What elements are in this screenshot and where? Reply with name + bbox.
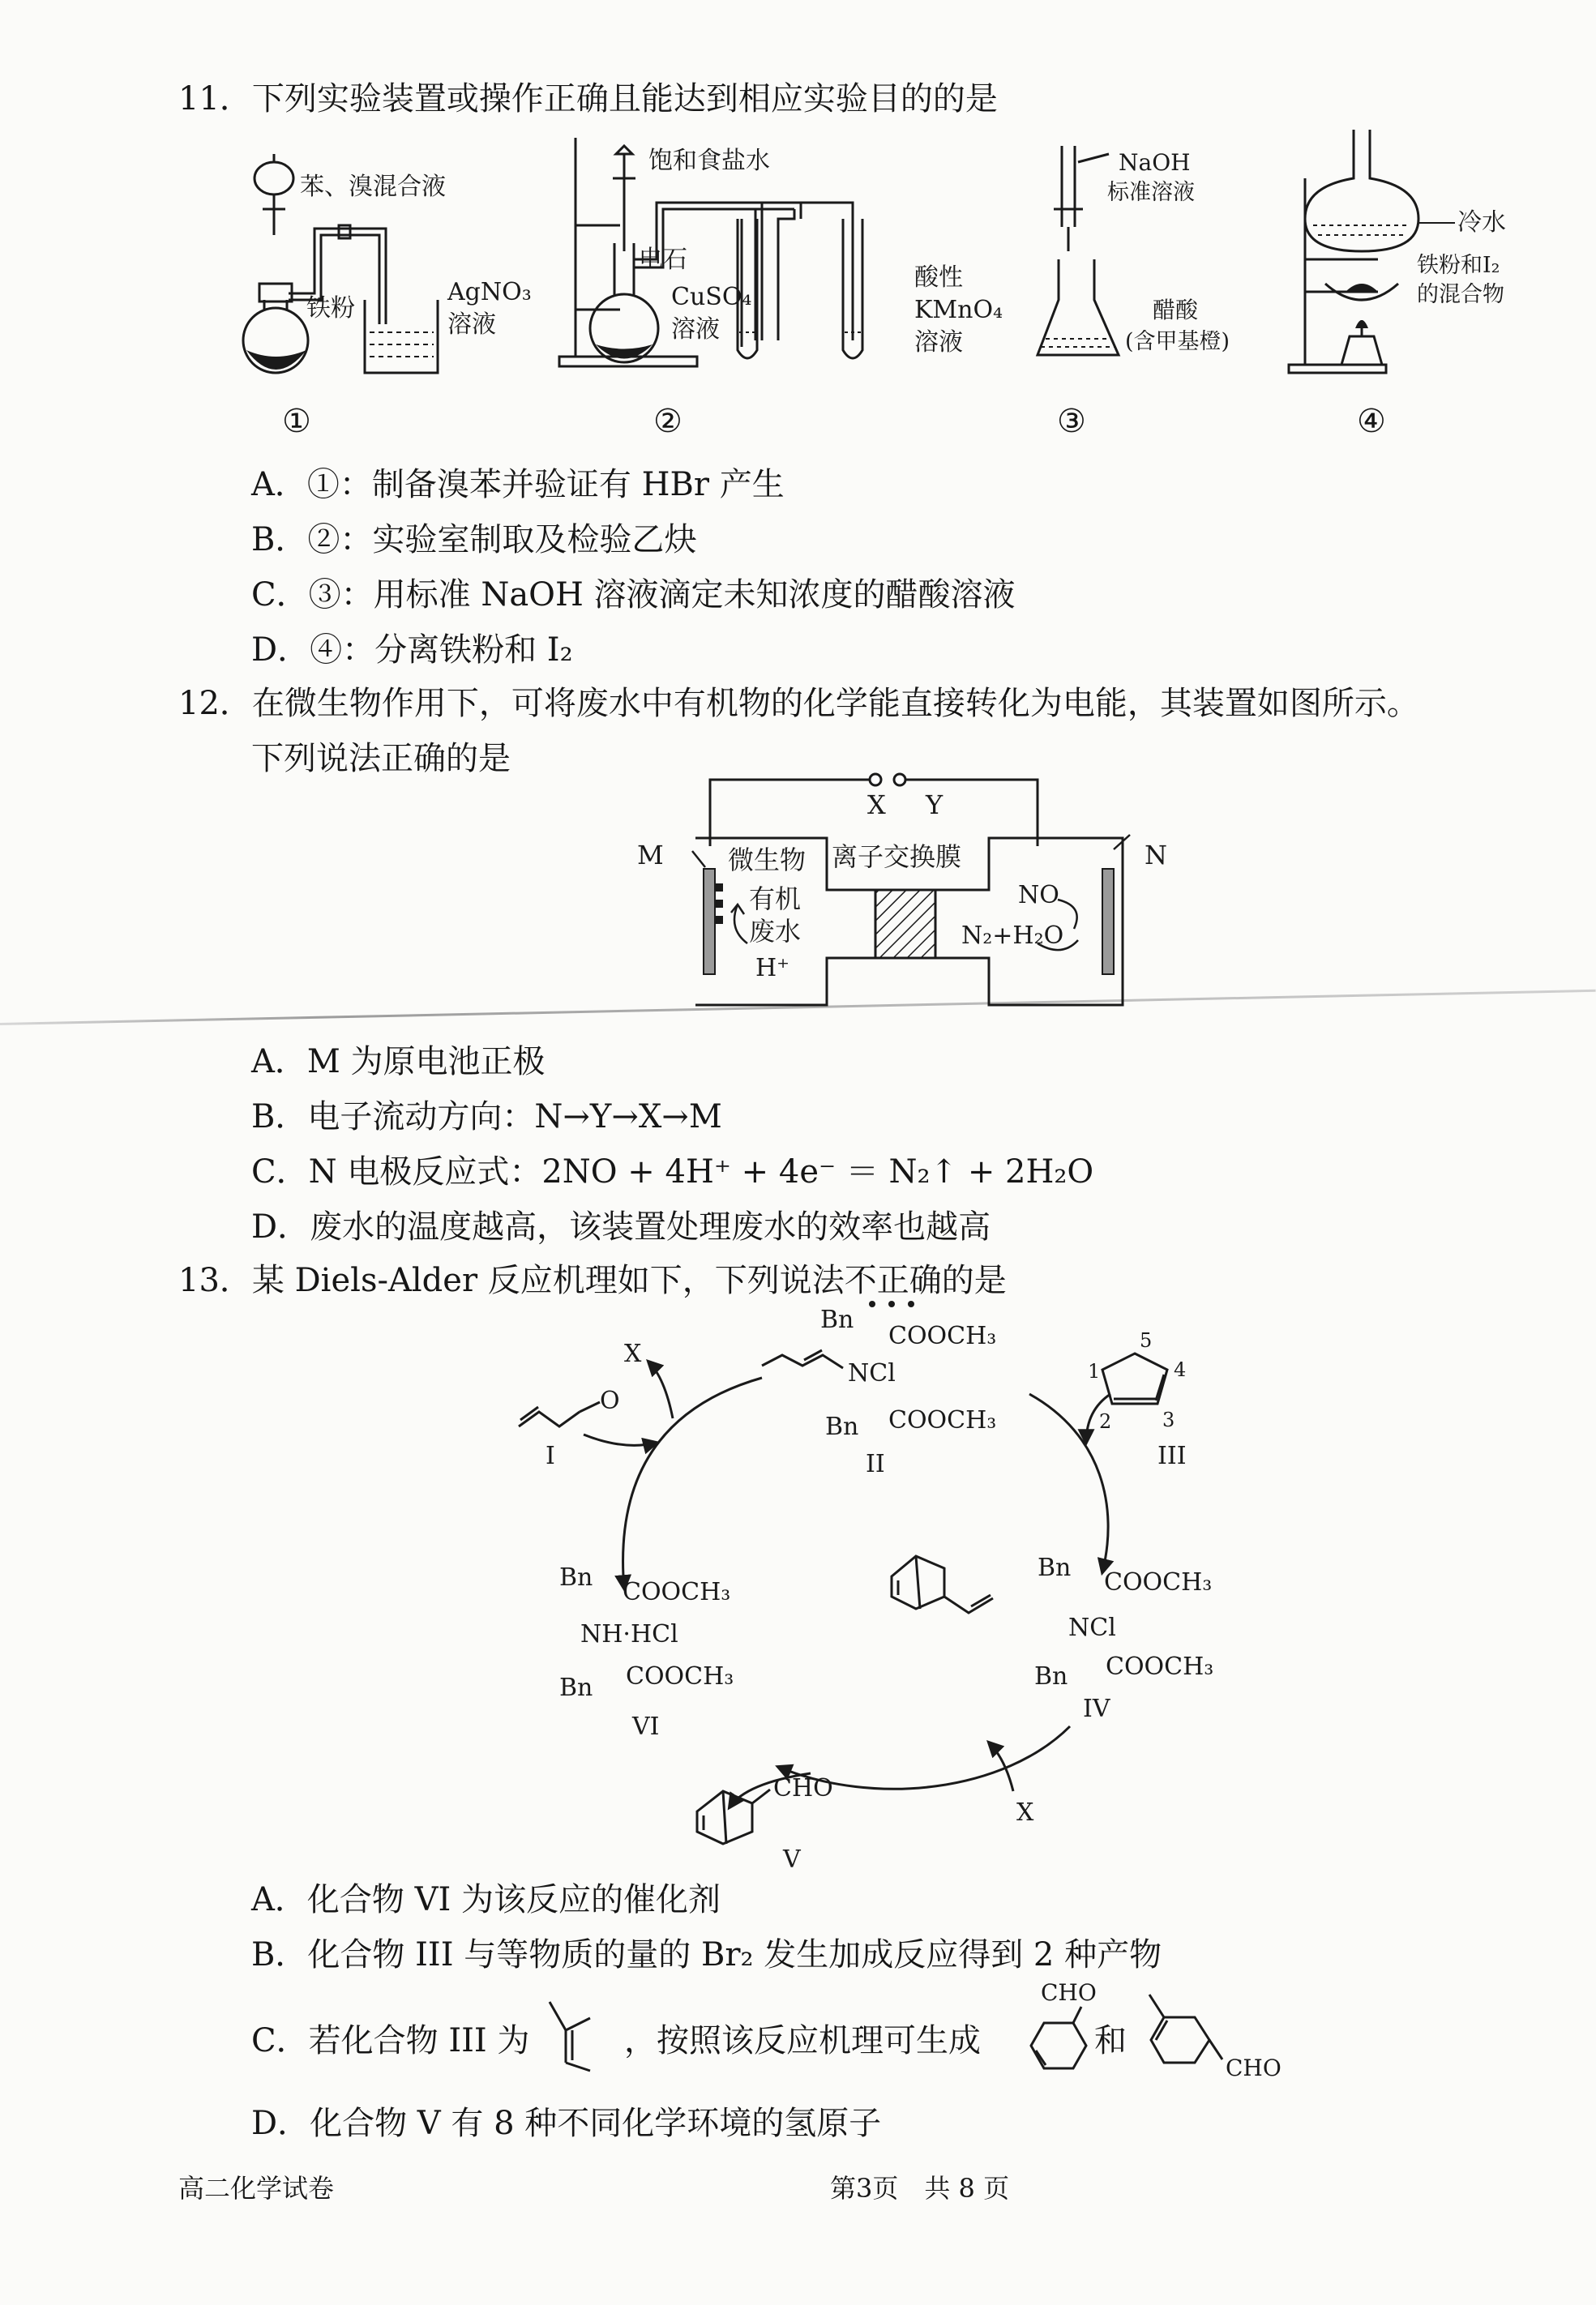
label-standard-solution: 标准溶液 xyxy=(1107,180,1195,205)
label-solution-1: 溶液 xyxy=(447,310,496,339)
label-agno3: AgNO₃ xyxy=(447,278,532,306)
q11-option-a: A．①：制备溴苯并验证有 HBr 产生 xyxy=(251,466,785,503)
label-methyl-orange: (含甲基橙) xyxy=(1125,329,1230,354)
q11-option-b: B．②：实验室制取及检验乙炔 xyxy=(251,521,697,558)
q13-catalytic-cycle xyxy=(486,1305,1297,1880)
fig-number-2: ② xyxy=(653,403,682,440)
q11-option-c: C．③：用标准 NaOH 溶液滴定未知浓度的醋酸溶液 xyxy=(251,576,1016,614)
label-cooch3-ii-top: COOCH₃ xyxy=(888,1322,997,1350)
q11-figure-4 xyxy=(1289,130,1581,381)
label-organic: 有机 xyxy=(749,883,802,914)
label-bn-vi-bottom: Bn xyxy=(559,1674,593,1702)
label-ncl-ii: NCl xyxy=(848,1359,896,1388)
label-x-bottom: X xyxy=(1016,1798,1034,1827)
label-c3: 3 xyxy=(1162,1409,1175,1431)
label-cuso4: CuSO₄ xyxy=(671,283,752,311)
label-c4: 4 xyxy=(1174,1358,1187,1381)
q13-option-b: B．化合物 III 与等物质的量的 Br₂ 发生加成反应得到 2 种产物 xyxy=(251,1936,1162,1974)
q13-option-c-part2: ，按照该反应机理可生成 xyxy=(624,2022,981,2059)
label-n2-h2o: N₂+H₂O xyxy=(961,922,1064,950)
label-cooch3-iv-bottom: COOCH₃ xyxy=(1106,1653,1214,1681)
label-cooch3-ii-bottom: COOCH₃ xyxy=(888,1406,997,1435)
label-x-top: X xyxy=(624,1340,642,1368)
fig-number-1: ① xyxy=(282,403,311,440)
label-electrode-n: N xyxy=(1145,840,1167,870)
label-bn-ii-top: Bn xyxy=(820,1306,854,1334)
label-cho-product2: CHO xyxy=(1226,2055,1282,2081)
label-c1: 1 xyxy=(1088,1360,1101,1383)
label-bn-iv-bottom: Bn xyxy=(1034,1662,1068,1691)
q12-stem-line1: 12．在微生物作用下，可将废水中有机物的化学能直接转化为电能，其装置如图所示。 xyxy=(178,685,1419,722)
label-h-ion: H⁺ xyxy=(755,954,789,982)
q12-option-d: D．废水的温度越高，该装置处理废水的效率也越高 xyxy=(251,1208,991,1246)
label-microbe: 微生物 xyxy=(728,845,807,875)
footer-subject: 高二化学试卷 xyxy=(178,2173,335,2204)
q13-option-a: A．化合物 VI 为该反应的催化剂 xyxy=(251,1881,721,1918)
isoprene-structure xyxy=(541,1994,614,2075)
label-solution-2: 溶液 xyxy=(671,315,720,344)
label-compound-vi: VI xyxy=(632,1713,660,1741)
label-membrane: 离子交换膜 xyxy=(832,841,962,872)
label-compound-v: V xyxy=(783,1845,801,1874)
label-c5: 5 xyxy=(1140,1329,1153,1352)
label-ncl-iv: NCl xyxy=(1068,1614,1116,1642)
q11-figure-3 xyxy=(1029,138,1273,381)
q12-cell-diagram xyxy=(637,770,1183,1013)
label-bn-vi-top: Bn xyxy=(559,1563,593,1592)
label-o: O xyxy=(600,1387,620,1415)
label-cooch3-vi-top: COOCH₃ xyxy=(623,1578,731,1606)
q11-figure-2 xyxy=(559,138,1013,381)
label-electrode-m: M xyxy=(637,840,664,870)
label-iron-iodine: 铁粉和I₂ xyxy=(1417,253,1500,278)
product-cyclohexene-4-aldehyde xyxy=(1145,1990,1299,2087)
label-cho-product1: CHO xyxy=(1041,1979,1097,2006)
label-kmno4: KMnO₄ xyxy=(914,296,1003,324)
q12-option-c: C．N 电极反应式：2NO + 4H⁺ + 4e⁻ ＝ N₂↑ + 2H₂O xyxy=(251,1153,1094,1191)
fig-number-4: ④ xyxy=(1357,403,1386,440)
label-no: NO xyxy=(1018,881,1059,909)
label-compound-iv: IV xyxy=(1083,1695,1110,1723)
label-solution-3: 溶液 xyxy=(914,328,963,357)
label-wastewater: 废水 xyxy=(749,916,802,947)
q13-option-d: D．化合物 V 有 8 种不同化学环境的氢原子 xyxy=(251,2105,882,2142)
q13-stem: 13．某 Diels-Alder 反应机理如下，下列说法不正确的是 xyxy=(178,1262,1007,1299)
label-x: X xyxy=(867,789,886,820)
label-cooch3-vi-bottom: COOCH₃ xyxy=(626,1662,734,1691)
label-acetic-acid: 醋酸 xyxy=(1153,297,1199,323)
q11-stem: 11．下列实验装置或操作正确且能达到相应实验目的的是 xyxy=(178,80,998,118)
q13-option-c-and: 和 xyxy=(1094,2022,1127,2059)
label-bn-iv-top: Bn xyxy=(1038,1554,1072,1582)
label-compound-iii: III xyxy=(1157,1442,1187,1470)
label-iron-powder: 铁粉 xyxy=(306,294,355,323)
q11-figure-1 xyxy=(235,138,559,381)
label-bn-ii-bottom: Bn xyxy=(825,1413,859,1441)
footer-page-number: 第3页 共 8 页 xyxy=(830,2173,1010,2204)
label-calcium-carbide: 电石 xyxy=(639,246,687,274)
q12-stem-line2: 下列说法正确的是 xyxy=(251,740,511,777)
fig-number-3: ③ xyxy=(1057,403,1086,440)
label-compound-ii: II xyxy=(866,1450,885,1478)
label-y: Y xyxy=(926,789,943,820)
label-c2: 2 xyxy=(1099,1410,1112,1433)
label-cho-v: CHO xyxy=(773,1774,833,1803)
q12-option-a: A．M 为原电池正极 xyxy=(251,1043,546,1080)
label-cooch3-iv-top: COOCH₃ xyxy=(1104,1568,1213,1597)
label-mixture: 的混合物 xyxy=(1417,282,1504,307)
label-benzene-bromine: 苯、溴混合液 xyxy=(300,173,446,201)
label-cold-water: 冷水 xyxy=(1457,208,1506,237)
label-acidic: 酸性 xyxy=(914,263,963,292)
q12-option-b: B．电子流动方向：N→Y→X→M xyxy=(251,1098,722,1135)
label-naoh: NaOH xyxy=(1119,149,1191,176)
label-brine: 饱和食盐水 xyxy=(648,147,770,175)
label-nhhcl-vi: NH·HCl xyxy=(580,1620,678,1649)
label-compound-i: I xyxy=(546,1442,555,1470)
q11-option-d: D．④：分离铁粉和 I₂ xyxy=(251,631,573,669)
q13-option-c-part1: C．若化合物 III 为 xyxy=(251,2022,530,2059)
